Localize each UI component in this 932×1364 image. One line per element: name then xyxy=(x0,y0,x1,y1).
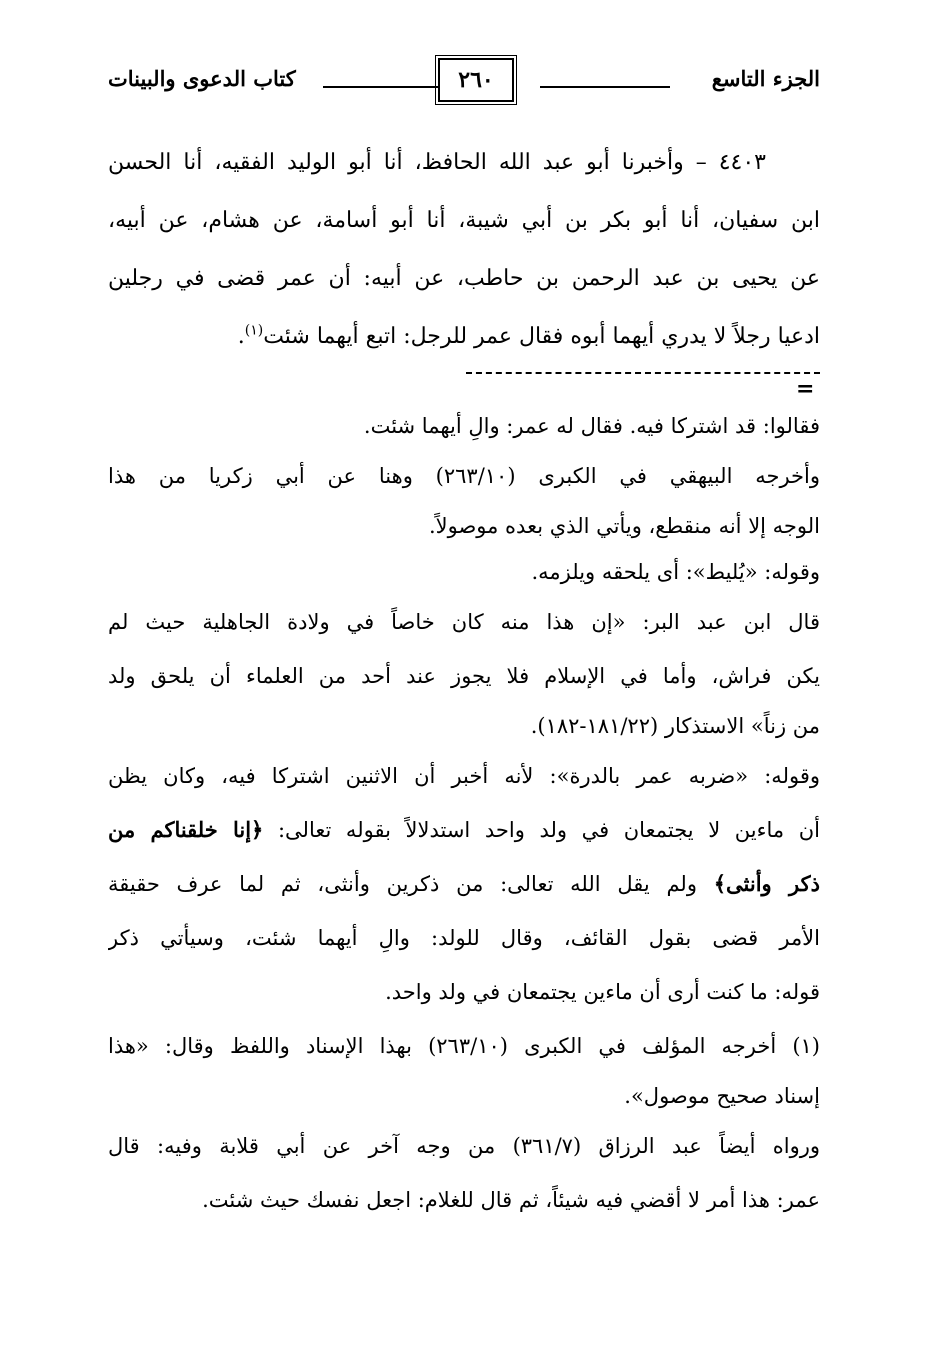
book-title: كتاب الدعوى والبينات xyxy=(108,66,296,91)
main-text xyxy=(108,134,820,366)
notes-section xyxy=(108,403,820,1227)
header-rule-right xyxy=(540,86,670,88)
note-line: وأخرجه البيهقي في الكبرى (٢٦٣/١٠) وهنا عن أبي زكريا من هذا xyxy=(108,464,820,488)
footnote-line: إسناد صحيح موصول». xyxy=(624,1084,820,1108)
note-line: قوله: ما كنت أرى أن ماءين يجتمعان في ولد واحد. xyxy=(385,980,820,1004)
note-text: أن ماءين لا يجتمعان في ولد واحد استدلالاً بقوله تعالى: xyxy=(263,818,820,842)
running-header xyxy=(108,58,820,110)
page-number-box xyxy=(438,58,514,102)
main-line: ٤٤٠٣ – وأخبرنا أبو عبد الله الحافظ، أنا أبو الوليد الفقيه، أنا الحسن xyxy=(108,150,766,175)
note-line: وقوله: «يُليط»: أى يلحقه ويلزمه. xyxy=(531,560,820,584)
note-text: ولم يقل الله تعالى: من ذكرين وأنثى، ثم لما عرف حقيقة xyxy=(108,872,714,896)
footnote-line: (١) أخرجه المؤلف في الكبرى (٢٦٣/١٠) بهذا الإسناد واللفظ وقال: «هذا xyxy=(108,1034,820,1058)
main-line: ادعيا رجلاً لا يدري أيهما أبوه فقال عمر للرجل: اتبع أيهما شئت xyxy=(263,324,820,349)
note-line: فقالوا: قد اشتركا فيه. فقال له عمر: والِ أيهما شئت. xyxy=(363,414,820,438)
quran-quote: ﴿إنا خلقناكم من xyxy=(108,817,264,842)
main-line: عن يحيى بن عبد الرحمن بن حاطب، عن أبيه: أن عمر قضى في رجلين xyxy=(108,266,820,291)
note-line: الوجه إلا أنه منقطع، ويأتي الذي بعده موصولاً. xyxy=(428,514,820,538)
note-line: وقوله: «ضربه عمر بالدرة»: لأنه أخبر أن الاثنين اشتركا فيه، وكان يظن xyxy=(108,764,820,788)
note-line-quran xyxy=(108,803,820,857)
note-line: ورواه أيضاً عبد الرزاق (٣٦١/٧) من وجه آخر عن أبي قلابة وفيه: قال xyxy=(108,1134,820,1158)
main-line-end: . xyxy=(237,324,245,349)
continuation-mark: = xyxy=(796,376,815,402)
note-line: الأمر قضى بقول القائف، وقال للولد: والِ أيهما شئت، وسيأتي ذكر xyxy=(108,926,820,950)
note-line-quran xyxy=(108,857,820,911)
note-line: من زناً» الاستذكار (١٨١/٢٢-١٨٢). xyxy=(530,714,820,738)
main-line: ابن سفيان، أنا أبو بكر بن أبي شيبة، أنا أبو أسامة، عن هشام، عن أبيه، xyxy=(108,208,820,233)
footnote-ref: (١) xyxy=(244,322,264,339)
volume-label: الجزء التاسع xyxy=(711,66,820,91)
footnote-separator xyxy=(466,372,820,374)
quran-quote: ذكر وأنثى﴾ xyxy=(713,871,820,896)
note-line: عمر: هذا أمر لا أقضي فيه شيئاً، ثم قال للغلام: اجعل نفسك حيث شئت. xyxy=(202,1188,820,1212)
page-number: ٢٦٠ xyxy=(458,67,494,93)
header-rule-left xyxy=(323,86,438,88)
note-line: قال ابن عبد البر: «إن هذا منه كان خاصاً في ولادة الجاهلية حيث لم xyxy=(108,610,820,634)
note-line: يكن فراش، وأما في الإسلام فلا يجوز عند أحد من العلماء أن يلحق ولد xyxy=(108,664,820,688)
main-line-last xyxy=(108,308,820,366)
